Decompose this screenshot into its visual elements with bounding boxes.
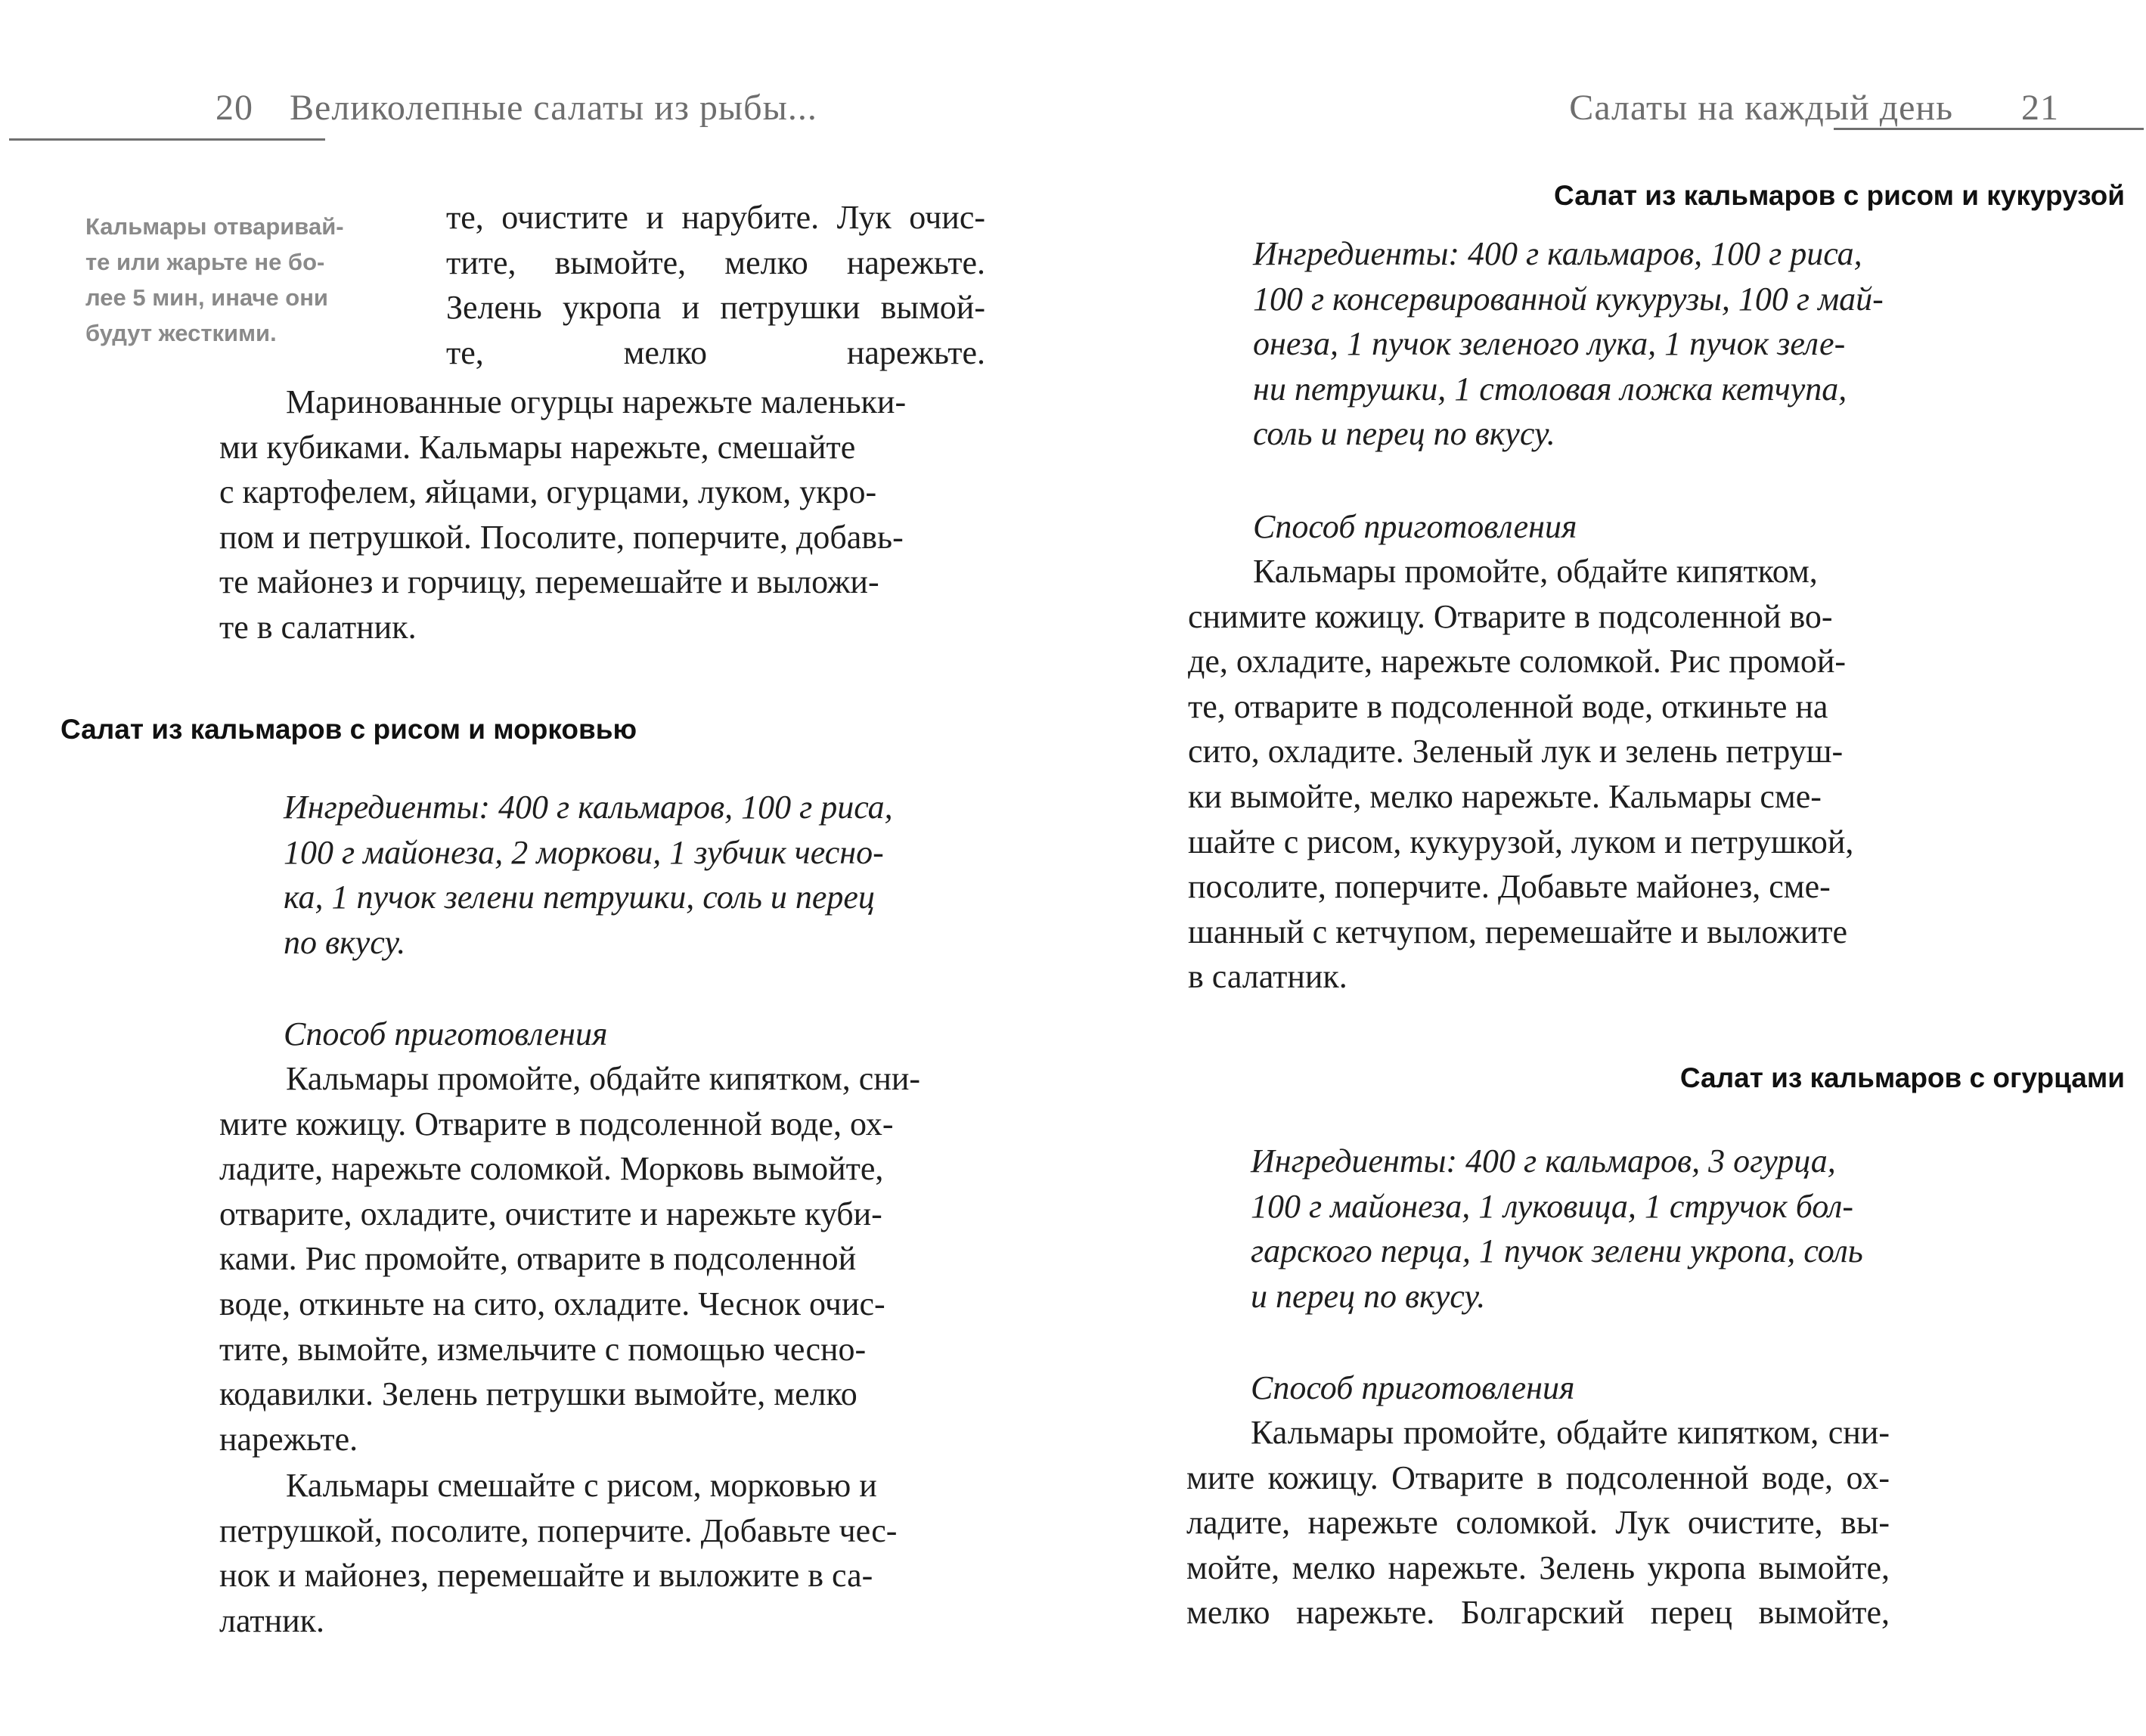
margin-note: Кальмары отваривай- те или жарьте не бо- лее 5 мин, иначе они будут жесткими. bbox=[85, 213, 344, 346]
recipe-title-rice-carrot: Салат из кальмаров с рисом и морковью bbox=[60, 714, 637, 745]
recipe-title-rice-corn: Салат из кальмаров с рисом и кукурузой bbox=[1554, 180, 2125, 211]
method-rice-carrot-2: Кальмары смешайте с рисом, морковью и петрушкой, посолите, поперчите. Добавьте чес- нок и майонез, перемешайте и выложите в са- латник. bbox=[219, 1467, 898, 1639]
right-page bbox=[1073, 0, 2146, 1736]
running-head-title-right: Салаты на каждый день bbox=[1569, 88, 1953, 128]
ingredients-rice-carrot: Ингредиенты: 400 г кальмаров, 100 г риса, 100 г майонеза, 2 моркови, 1 зубчик чесно- ка, 1 пучок зелени петрушки, соль и перец по вкусу. bbox=[284, 789, 893, 961]
running-head-title-left: Великолепные салаты из рыбы... bbox=[290, 88, 817, 128]
ingredients-cucumbers: Ингредиенты: 400 г кальмаров, 3 огурца, 100 г майонеза, 1 луковица, 1 стручок бол- гарского перца, 1 пучок зелени укропа, соль и перец по вкусу. bbox=[1251, 1142, 1863, 1315]
header-rule-left bbox=[9, 138, 325, 141]
method-cucumbers: Кальмары промойте, обдайте кипятком, сни- мите кожицу. Отварите в подсоленной воде, ох- ладите, нарежьте соломкой. Лук очистите, вы- мойте, мелко нарежьте. Зелень укропа вымойте, мелко нарежьте. Болгарский перец вымойте, bbox=[1186, 1414, 1890, 1632]
header-rule-right bbox=[1834, 128, 2144, 130]
method-rice-corn: Кальмары промойте, обдайте кипятком, снимите кожицу. Отварите в подсоленной во- де, охладите, нарежьте соломкой. Рис промой- те, отварите в подсоленной воде, откиньте на сито, охладите. Зеленый лук и зелень петруш- ки вымойте, мелко нарежьте. Кальмары сме- шайте с рисом, кукурузой, луком и петрушкой, посолите, поперчите. Добавьте майонез, сме- шанный с кетчупом, перемешайте и выложите в салатник. bbox=[1188, 553, 1854, 996]
method-rice-carrot: Кальмары промойте, обдайте кипятком, сни- мите кожицу. Отварите в подсоленной воде, ох- ладите, нарежьте соломкой. Морковь вымойте, отварите, охладите, очистите и нарежьте куби- ками. Рис промойте, отварите в подсоленной воде, откиньте на сито, охладите. Чеснок очис- тите, вымойте, измельчите с помощью чесно- кодавилки. Зелень петрушки вымойте, мелко нарежьте. bbox=[219, 1060, 921, 1458]
continued-text: те, очистите и нарубите. Лук очис- тите, вымойте, мелко нарежьте. Зелень укропа и петрушки вымой- те, мелко нарежьте. bbox=[446, 199, 985, 371]
page-number-left: 20 bbox=[216, 88, 253, 128]
paragraph-marinated: Маринованные огурцы нарежьте маленьки- ми кубиками. Кальмары нарежьте, смешайте с картофелем, яйцами, огурцами, луком, укро- пом и петрушкой. Посолите, поперчите, добавь- те майонез и горчицу, перемешайте и выложи- те в салатник. bbox=[219, 383, 907, 646]
method-heading-rice-corn: Способ приготовления bbox=[1253, 508, 1577, 545]
recipe-title-cucumbers: Салат из кальмаров с огурцами bbox=[1679, 1062, 2125, 1093]
method-heading-rice-carrot: Способ приготовления bbox=[284, 1015, 608, 1052]
running-head-right bbox=[1569, 82, 2059, 135]
page-number-right: 21 bbox=[2021, 88, 2059, 128]
method-heading-cucumbers: Способ приготовления bbox=[1251, 1369, 1575, 1406]
running-head-left bbox=[216, 82, 817, 135]
ingredients-rice-corn: Ингредиенты: 400 г кальмаров, 100 г риса, 100 г консервированной кукурузы, 100 г май- онеза, 1 пучок зеленого лука, 1 пучок зеле- ни петрушки, 1 столовая ложка кетчупа, соль и перец по вкусу. bbox=[1253, 235, 1884, 453]
